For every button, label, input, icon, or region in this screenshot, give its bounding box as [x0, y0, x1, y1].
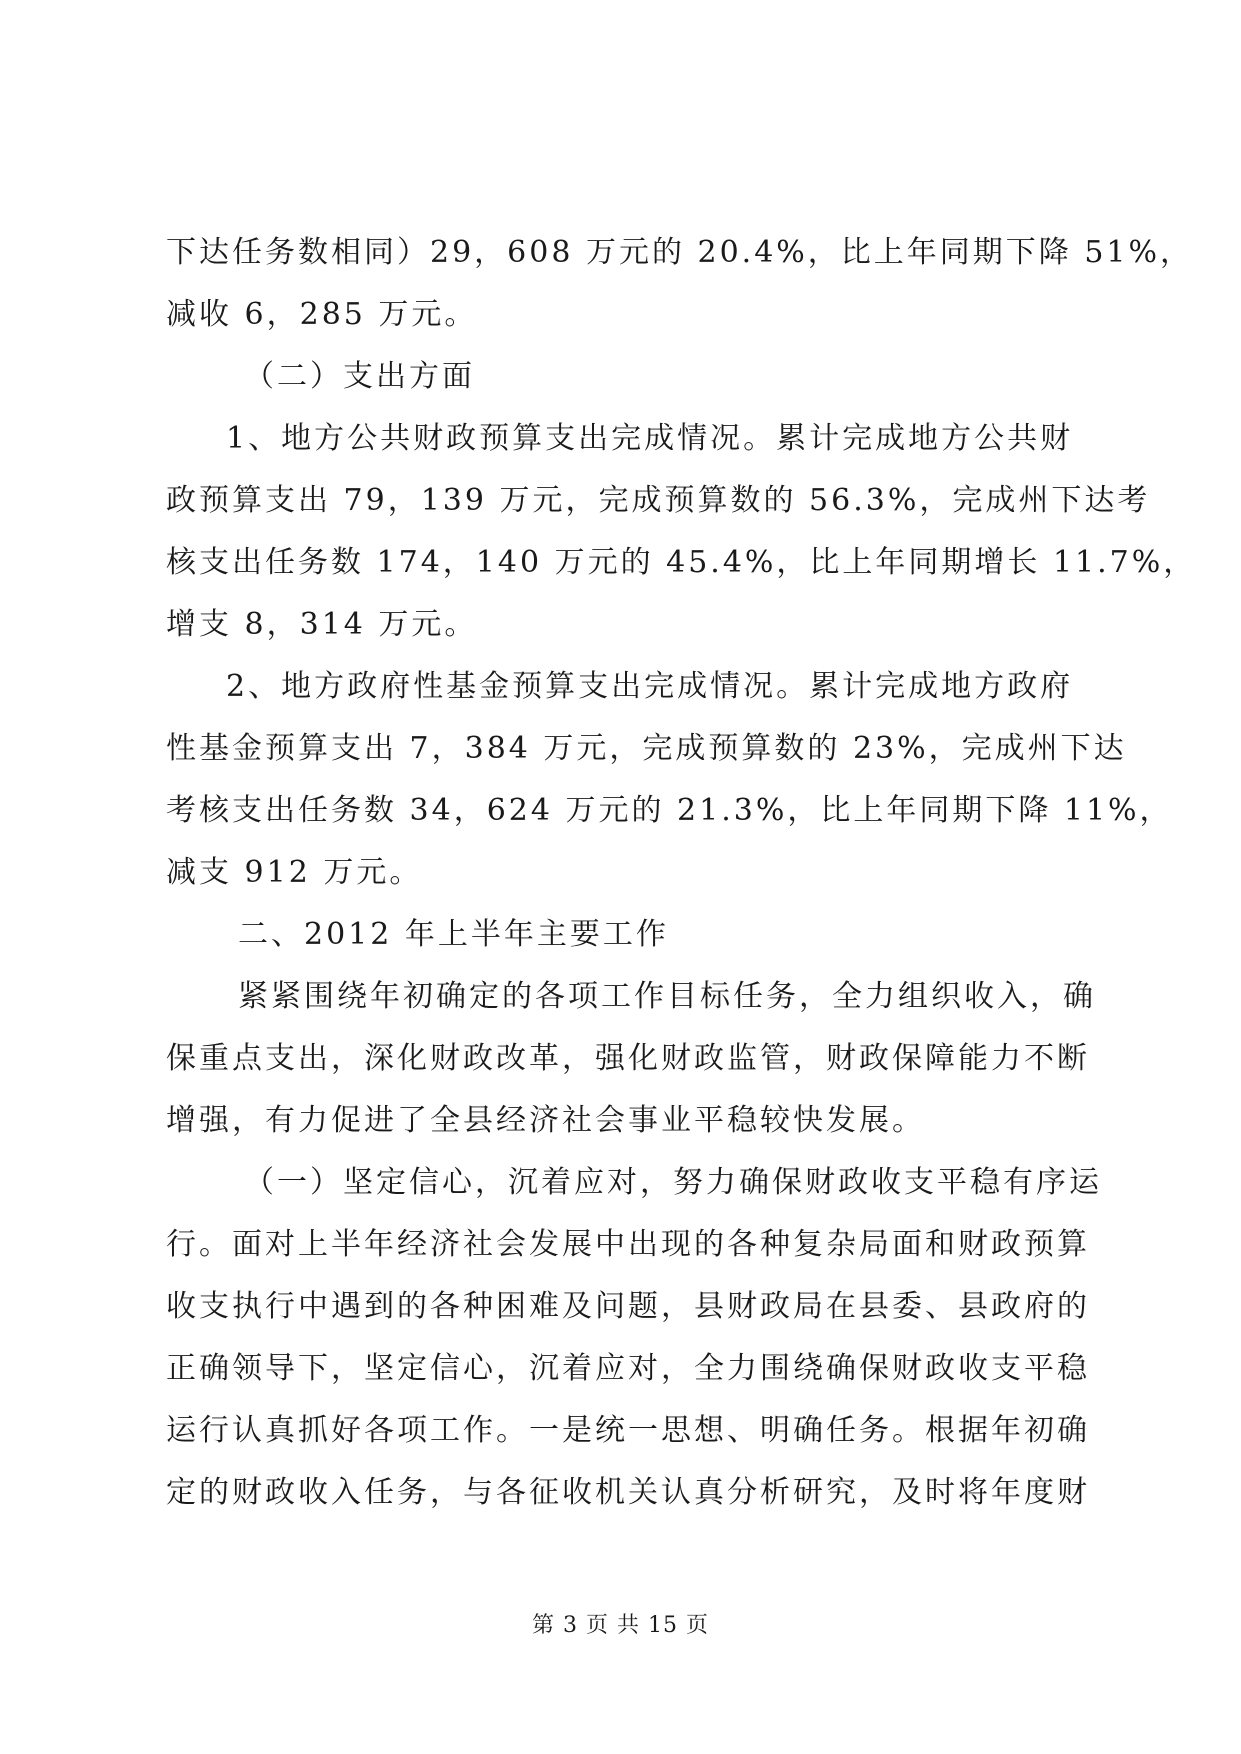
text-line: 定的财政收入任务，与各征收机关认真分析研究，及时将年度财 [166, 1475, 1090, 1510]
page-footer [0, 1608, 1241, 1639]
text-line: 1、地方公共财政预算支出完成情况。累计完成地方公共财 [226, 421, 1074, 456]
text-line: 性基金预算支出 7，384 万元，完成预算数的 23%，完成州下达 [166, 731, 1127, 766]
text-line: 紧紧围绕年初确定的各项工作目标任务，全力组织收入，确 [238, 979, 1096, 1014]
text-line: （一）坚定信心，沉着应对，努力确保财政收支平稳有序运 [244, 1165, 1102, 1200]
paragraph-stable-operation [166, 1152, 1102, 1524]
text-line: 政预算支出 79，139 万元，完成预算数的 56.3%，完成州下达考 [166, 483, 1151, 518]
text-line: 行。面对上半年经济社会发展中出现的各种复杂局面和财政预算 [166, 1227, 1090, 1262]
text-line: 增强，有力促进了全县经济社会事业平稳较快发展。 [166, 1103, 925, 1138]
text-line: 减支 912 万元。 [166, 855, 423, 890]
heading-line: 二、2012 年上半年主要工作 [238, 917, 669, 952]
paragraph-fund-budget-expenditure [166, 656, 1173, 904]
paragraph-revenue-continued [166, 222, 1194, 346]
text-line: 正确领导下，坚定信心，沉着应对，全力围绕确保财政收支平稳 [166, 1351, 1090, 1386]
section-heading-expenditure [166, 346, 1076, 408]
text-line: 运行认真抓好各项工作。一是统一思想、明确任务。根据年初确 [166, 1413, 1090, 1448]
text-line: 下达任务数相同）29，608 万元的 20.4%，比上年同期下降 51%， [166, 235, 1194, 270]
paragraph-public-budget-expenditure [166, 408, 1197, 656]
section-heading-main-work [166, 904, 1076, 966]
text-line: 减收 6，285 万元。 [166, 297, 478, 332]
text-line: 考核支出任务数 34，624 万元的 21.3%，比上年同期下降 11%， [166, 793, 1173, 828]
text-line: 核支出任务数 174，140 万元的 45.4%，比上年同期增长 11.7%， [166, 545, 1197, 580]
heading-line: （二）支出方面 [244, 359, 475, 394]
document-body [166, 222, 1197, 1524]
paragraph-work-summary [166, 966, 1096, 1152]
text-line: 收支执行中遇到的各种困难及问题，县财政局在县委、县政府的 [166, 1289, 1090, 1324]
text-line: 保重点支出，深化财政改革，强化财政监管，财政保障能力不断 [166, 1041, 1090, 1076]
text-line: 2、地方政府性基金预算支出完成情况。累计完成地方政府 [226, 669, 1074, 704]
text-line: 增支 8，314 万元。 [166, 607, 478, 642]
page-number: 第 3 页 共 15 页 [532, 1613, 709, 1638]
